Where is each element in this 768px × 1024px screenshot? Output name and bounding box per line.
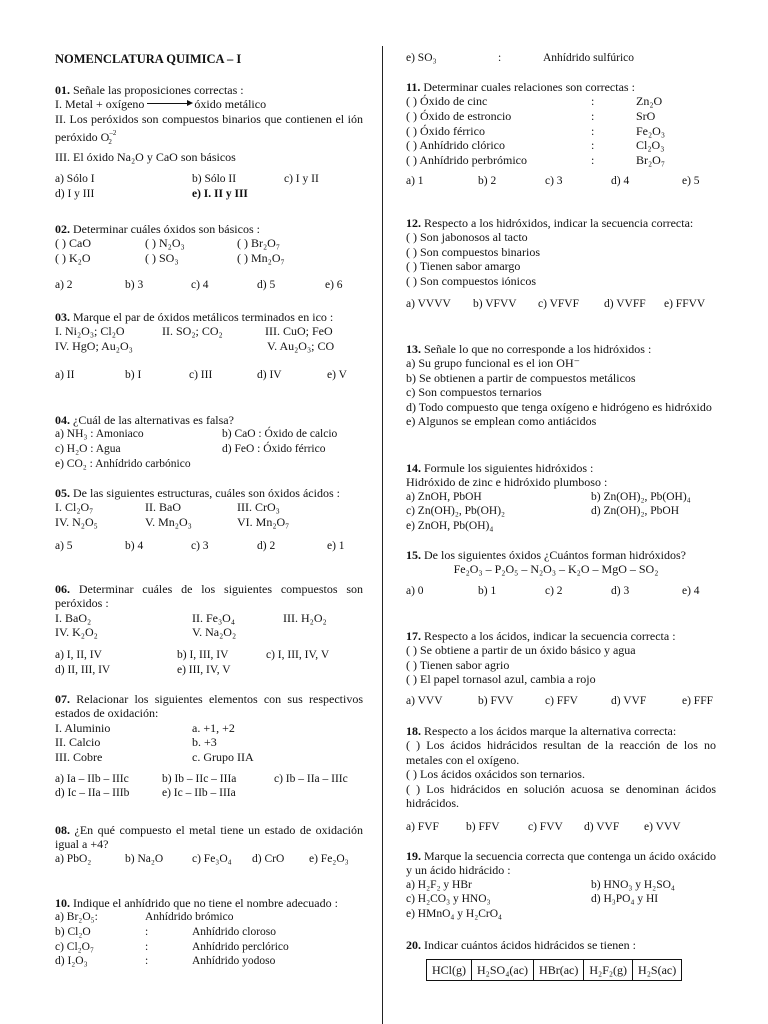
statement-3[interactable]: ( ) Los hidrácidos en solución acuosa se denominan ácidos hidrácidos. — [406, 781, 716, 811]
question-text: De las siguientes estructuras, cuáles son óxidos ácidos : — [73, 486, 340, 500]
question-10 — [55, 896, 363, 969]
question-text: Indicar cuántos ácidos hidrácidos se tienen : — [424, 938, 636, 952]
option-a[interactable]: a) Su grupo funcional es el ion OH⁻ — [406, 356, 580, 371]
question-08 — [55, 823, 363, 866]
option-e[interactable]: e) I. II y III — [192, 187, 248, 200]
option-e[interactable]: e) III, IV, V — [177, 663, 231, 676]
option-b[interactable]: b) HNO₃ y H₂SO₄ — [591, 878, 675, 891]
item-ii: II. BaO — [145, 500, 181, 515]
option-b[interactable]: b) CaO : Óxido de calcio — [222, 428, 338, 441]
proposition-iii: III. El óxido Na₂O y CaO son básicos — [55, 149, 236, 164]
option-b[interactable]: b) FFV — [466, 821, 500, 834]
question-number: 02. — [55, 222, 70, 236]
option-c[interactable]: c) 3 — [545, 175, 563, 188]
item-i: I. Ni₂O₃; Cl₂O — [55, 324, 125, 339]
option-e[interactable]: e) ZnOH, Pb(OH)₄ — [406, 520, 494, 532]
option-b[interactable]: b) Sólo II — [192, 173, 237, 186]
option-b[interactable]: b) Na₂O — [125, 852, 164, 865]
acid-cell: H₂F₂(g) — [584, 960, 633, 981]
option-b[interactable]: b) Ib – IIc – IIIa — [162, 772, 237, 785]
item-iv: IV. K₂O₂ — [55, 625, 98, 640]
question-18 — [406, 724, 716, 835]
option-d[interactable]: d) 3 — [611, 584, 630, 597]
statement-2[interactable]: ( ) Son compuestos binarios — [406, 244, 540, 259]
state-c: c. Grupo IIA — [192, 750, 254, 764]
acid-cell: H₂SO₄(ac) — [472, 960, 534, 981]
item-v: V. Mn₂O₃ — [145, 515, 192, 529]
option-e[interactable]: e) V — [327, 368, 347, 381]
option-b[interactable]: b) VFVV — [473, 298, 517, 311]
checkbox-option[interactable]: ( ) CaO — [55, 236, 91, 251]
option-c[interactable]: c) Zn(OH)₂, Pb(OH)₂ — [406, 505, 506, 518]
option-e[interactable]: e) Algunos se emplean como antiácidos — [406, 414, 597, 429]
question-20 — [406, 938, 716, 952]
option-a[interactable]: a) PbO₂ — [55, 852, 92, 865]
question-13 — [406, 342, 716, 428]
option-b[interactable]: b) 2 — [478, 175, 497, 188]
option-d[interactable]: d) VVF — [611, 694, 647, 707]
option-c[interactable]: c) 4 — [191, 278, 209, 291]
question-19 — [406, 849, 716, 922]
option-a[interactable]: a) 1 — [406, 175, 424, 188]
item-iv: IV. HgO; Au₂O₃ — [55, 339, 133, 353]
option-e[interactable]: e) SO₃ — [406, 52, 437, 64]
option-e[interactable]: e) 6 — [325, 278, 343, 291]
statement-2[interactable]: ( ) Tienen sabor agrio — [406, 657, 510, 672]
option-d[interactable]: d) 2 — [257, 539, 276, 552]
formula-5: Br₂O₇ — [636, 152, 666, 167]
checkbox-option[interactable]: ( ) Mn₂O₇ — [237, 251, 285, 265]
option-c[interactable]: c) H₂CO₃ y HNO₃ — [406, 893, 491, 906]
relation-5[interactable]: ( ) Anhídrido perbrómico — [406, 152, 527, 167]
option-d[interactable]: d) II, III, IV — [55, 663, 111, 676]
option-d[interactable]: d) I₂O₃ — [55, 955, 88, 968]
table-row — [427, 960, 682, 981]
element-i: I. Aluminio — [55, 720, 111, 735]
separator: : — [145, 955, 149, 968]
relation-1[interactable]: ( ) Óxido de cinc — [406, 94, 488, 109]
option-b[interactable]: b) Se obtienen a partir de compuestos metálicos — [406, 370, 636, 385]
option-c[interactable]: c) Cl₂O₇ — [55, 940, 94, 953]
separator: : — [591, 109, 595, 123]
item-iii: III. CrO₃ — [237, 500, 280, 515]
question-03 — [55, 310, 363, 382]
question-11 — [406, 80, 716, 189]
oxide-list: Fe₂O₃ – P₂O₅ – N₂O₃ – K₂O – MgO – SO₂ — [453, 562, 659, 577]
state-a: a. +1, +2 — [192, 720, 235, 735]
question-number: 14. — [406, 461, 421, 475]
item-ii: II. Fe₃O₄ — [192, 610, 236, 625]
option-a[interactable]: a) NH₃ : Amoniaco — [55, 428, 144, 441]
proposition-i: I. Metal + oxígeno — [55, 97, 145, 112]
question-number: 12. — [406, 216, 421, 230]
option-c[interactable]: c) FVV — [528, 821, 563, 834]
separator: : — [591, 152, 595, 167]
acids-table — [426, 959, 682, 981]
relation-4[interactable]: ( ) Anhídrido clórico — [406, 138, 505, 153]
option-a[interactable]: a) I, II, IV — [55, 649, 102, 661]
question-number: 10. — [55, 896, 70, 910]
option-d[interactable]: d) IV — [257, 368, 282, 381]
question-05 — [55, 486, 363, 553]
option-a[interactable]: a) Br₂O₅: — [55, 911, 98, 924]
option-e[interactable]: e) CO₂ : Anhídrido carbónico — [55, 457, 191, 470]
option-a[interactable]: a) II — [55, 368, 75, 381]
question-text: ¿Cuál de las alternativas es falsa? — [73, 413, 234, 427]
option-d[interactable]: d) FeO : Óxido férrico — [222, 443, 326, 455]
question-number: 08. — [55, 823, 70, 837]
option-e[interactable]: e) FFVV — [664, 298, 706, 311]
question-text: Determinar cuales relaciones son correctas : — [423, 80, 635, 94]
peroxide-ion: $O^{-2}_2$ — [100, 129, 117, 147]
question-number: 04. — [55, 413, 70, 427]
acid-cell: H₂S(ac) — [633, 960, 682, 981]
statement-1[interactable]: ( ) Los ácidos hidrácidos resultan de la reacción de los no metales con el oxígeno. — [406, 738, 716, 767]
option-b[interactable]: b) I — [125, 368, 142, 381]
question-number: 06. — [55, 582, 70, 596]
item-iii: III. CuO; FeO — [265, 324, 333, 339]
option-a[interactable]: a) Ia – IIb – IIIc — [55, 772, 129, 785]
question-number: 03. — [55, 310, 70, 324]
relation-3[interactable]: ( ) Óxido férrico — [406, 123, 485, 138]
question-number: 05. — [55, 486, 70, 500]
option-e-name: Anhídrido sulfúrico — [543, 52, 635, 64]
question-17 — [406, 629, 716, 708]
proposition-ii: II. Los peróxidos son compuestos binarios que contienen el ión peróxido — [55, 111, 363, 145]
question-12 — [406, 216, 716, 312]
formula-1: Zn₂O — [636, 94, 663, 109]
option-c[interactable]: c) Fe₃O₄ — [192, 852, 232, 865]
page-title: NOMENCLATURA QUIMICA – I — [55, 52, 242, 66]
option-d[interactable]: d) Zn(OH)₂, PbOH — [591, 505, 680, 518]
option-d-name: Anhídrido yodoso — [192, 955, 276, 968]
formula-2: SrO — [636, 109, 656, 123]
option-a[interactable]: a) FVF — [406, 821, 439, 834]
formula-3: Fe₂O₃ — [636, 123, 666, 138]
option-a[interactable]: a) 0 — [406, 584, 424, 597]
option-d[interactable]: d) CrO — [252, 852, 285, 865]
option-a[interactable]: a) H₂F₂ y HBr — [406, 878, 472, 891]
acid-cell: HBr(ac) — [534, 960, 584, 981]
option-c[interactable]: c) Ib – IIa – IIIc — [274, 772, 348, 785]
option-a[interactable]: a) Sólo I — [55, 173, 95, 186]
column-divider — [382, 46, 383, 1024]
checkbox-option[interactable]: ( ) K₂O — [55, 251, 91, 265]
item-i: I. Cl₂O₇ — [55, 500, 94, 515]
question-14 — [406, 461, 716, 534]
item-v: V. Au₂O₃; CO — [267, 339, 335, 353]
question-text: Señale las proposiciones correctas : — [73, 83, 244, 97]
question-number: 18. — [406, 724, 421, 738]
option-c[interactable]: c) H₂O : Agua — [55, 443, 121, 455]
statement-3[interactable]: ( ) Tienen sabor amargo — [406, 259, 521, 274]
checkbox-option[interactable]: ( ) Br₂O₇ — [237, 236, 281, 251]
option-e[interactable]: e) 4 — [682, 584, 700, 597]
option-d[interactable]: d) Ic – IIa – IIIb — [55, 787, 130, 800]
question-text: ¿En qué compuesto el metal tiene un estado de oxidación igual a +4? — [55, 823, 363, 852]
proposition-i-product: óxido metálico — [194, 97, 267, 112]
option-c-name: Anhídrido perclórico — [192, 940, 289, 953]
element-iii: III. Cobre — [55, 750, 103, 764]
arrow-icon — [147, 103, 191, 104]
option-d[interactable]: d) 4 — [611, 175, 630, 188]
relation-2[interactable]: ( ) Óxido de estroncio — [406, 109, 512, 123]
statement-3[interactable]: ( ) El papel tornasol azul, cambia a rojo — [406, 672, 596, 687]
question-10-continued — [406, 51, 716, 66]
acid-cell: HCl(g) — [427, 960, 472, 981]
question-text: Respecto a los ácidos, indicar la secuencia correcta : — [424, 629, 676, 643]
question-number: 17. — [406, 629, 421, 643]
option-c[interactable]: c) 2 — [545, 584, 563, 597]
question-text: Respecto a los ácidos marque la alternativa correcta: — [424, 724, 677, 738]
question-subtext: Hidróxido de zinc e hidróxido plumboso : — [406, 475, 608, 490]
question-number: 20. — [406, 938, 421, 952]
option-d[interactable]: d) VVFF — [604, 298, 646, 311]
option-e[interactable]: e) FFF — [682, 694, 713, 707]
question-text: Respecto a los hidróxidos, indicar la secuencia correcta: — [424, 216, 694, 230]
option-b[interactable]: b) 1 — [478, 584, 497, 597]
option-b-name: Anhídrido cloroso — [192, 926, 277, 938]
option-a[interactable]: a) VVV — [406, 694, 443, 707]
separator: : — [591, 138, 595, 153]
separator: : — [145, 926, 149, 938]
option-a[interactable]: a) 2 — [55, 278, 73, 291]
question-15 — [406, 548, 716, 598]
item-ii: II. SO₂; CO₂ — [162, 324, 223, 339]
separator: : — [498, 52, 502, 64]
question-text: Señale lo que no corresponde a los hidróxidos : — [424, 342, 652, 356]
option-e[interactable]: e) 1 — [327, 539, 345, 552]
question-text: Indique el anhídrido que no tiene el nombre adecuado : — [73, 896, 338, 910]
question-text: Marque el par de óxidos metálicos terminados en ico : — [73, 310, 334, 324]
question-text: Determinar cuáles óxidos son básicos : — [73, 222, 260, 236]
option-c[interactable]: c) VFVF — [538, 298, 580, 311]
option-e[interactable]: e) Ic – IIb – IIIa — [162, 787, 236, 800]
checkbox-option[interactable]: ( ) N₂O₃ — [145, 236, 185, 251]
option-c[interactable]: c) Son compuestos ternarios — [406, 385, 542, 400]
option-b[interactable]: b) 3 — [125, 278, 144, 291]
question-text: Marque la secuencia correcta que contenga un ácido oxácido y un ácido hidrácido : — [406, 849, 716, 878]
statement-1[interactable]: ( ) Se obtiene a partir de un óxido básico y agua — [406, 643, 636, 658]
option-d[interactable]: d) 5 — [257, 278, 276, 291]
option-b[interactable]: b) 4 — [125, 539, 144, 552]
statement-4[interactable]: ( ) Son compuestos iónicos — [406, 273, 536, 288]
option-a[interactable]: a) ZnOH, PbOH — [406, 490, 482, 503]
statement-1[interactable]: ( ) Son jabonosos al tacto — [406, 230, 528, 245]
element-ii: II. Calcio — [55, 735, 101, 750]
option-a-name: Anhídrido brómico — [145, 911, 234, 924]
item-i: I. BaO₂ — [55, 610, 92, 625]
option-a[interactable]: a) 5 — [55, 539, 73, 552]
question-04 — [55, 413, 363, 471]
option-d[interactable]: d) I y III — [55, 187, 95, 200]
option-d[interactable]: d) Todo compuesto que tenga oxígeno e hidrógeno es hidróxido — [406, 399, 712, 414]
option-d[interactable]: d) VVF — [584, 821, 620, 834]
question-number: 15. — [406, 548, 421, 562]
item-iii: III. H₂O₂ — [283, 610, 327, 625]
separator: : — [591, 94, 595, 109]
question-01 — [55, 83, 363, 201]
question-text: Relacionar los siguientes elementos con sus respectivos estados de oxidación: — [55, 692, 363, 721]
question-02 — [55, 222, 363, 292]
option-c[interactable]: c) I, III, IV, V — [266, 649, 330, 661]
option-e[interactable]: e) VVV — [644, 821, 681, 834]
option-b[interactable]: b) I, III, IV — [177, 649, 229, 661]
question-06 — [55, 582, 363, 677]
state-b: b. +3 — [192, 735, 217, 750]
question-text: Formule los siguientes hidróxidos : — [424, 461, 594, 475]
statement-2[interactable]: ( ) Los ácidos oxácidos son ternarios. — [406, 767, 585, 782]
option-e[interactable]: e) Fe₂O₃ — [309, 852, 349, 865]
item-v: V. Na₂O₂ — [192, 625, 237, 640]
question-number: 01. — [55, 83, 70, 97]
checkbox-option[interactable]: ( ) SO₃ — [145, 251, 179, 265]
option-c[interactable]: c) III — [189, 368, 213, 381]
question-07 — [55, 692, 363, 801]
option-d[interactable]: d) H₃PO₄ y HI — [591, 893, 659, 906]
option-c[interactable]: c) 3 — [191, 539, 209, 552]
option-c[interactable]: c) FFV — [545, 694, 578, 707]
item-iv: IV. N₂O₅ — [55, 515, 98, 529]
option-a[interactable]: a) VVVV — [406, 298, 451, 311]
separator: : — [145, 940, 149, 953]
question-number: 07. — [55, 692, 70, 706]
item-vi: VI. Mn₂O₇ — [237, 515, 290, 529]
option-e[interactable]: e) 5 — [682, 175, 700, 188]
option-b[interactable]: b) Cl₂O — [55, 926, 91, 938]
question-number: 11. — [406, 80, 421, 94]
option-c[interactable]: c) I y II — [284, 173, 319, 186]
option-b[interactable]: b) Zn(OH)₂, Pb(OH)₄ — [591, 490, 691, 503]
question-text: Determinar cuáles de los siguientes compuestos son peróxidos : — [55, 582, 364, 611]
question-number: 13. — [406, 342, 421, 356]
option-e[interactable]: e) HMnO₄ y H₂CrO₄ — [406, 908, 503, 920]
option-b[interactable]: b) FVV — [478, 694, 514, 707]
separator: : — [591, 123, 595, 138]
question-number: 19. — [406, 849, 421, 863]
formula-4: Cl₂O₃ — [636, 138, 665, 153]
question-text: De los siguientes óxidos ¿Cuántos forman hidróxidos? — [424, 548, 686, 562]
